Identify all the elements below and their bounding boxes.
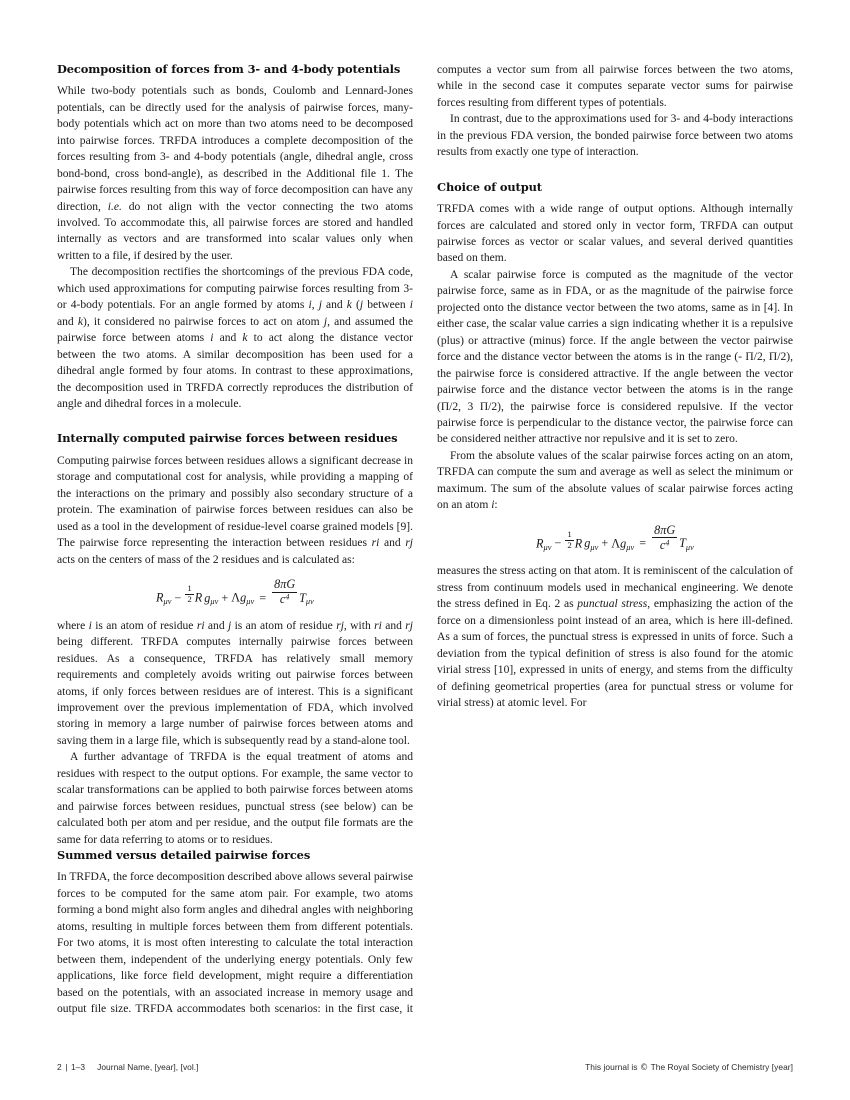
two-column-body [57,62,793,1022]
text-run: , with [343,619,375,632]
eq-operator-minus: − [174,590,182,605]
italic-var-j: j [227,619,232,632]
eq-subscript-munu: μν [163,597,172,607]
eq-frac-denominator: 2 [567,540,572,551]
equation-einstein-field-2 [536,524,694,552]
eq-symbol-lambda: Λ [231,590,241,605]
italic-var-k: k [346,299,352,312]
text-run: between [363,299,410,312]
section-heading-choice-of-output: Choice of output [437,179,542,194]
text-run: to act along the distance vector between the two atoms. A similar decomposition has been used for a dihedral angle formed by four atoms. In contrast to these approximations, the decomposition used in TRFDA correctly reproduces the distribution of angle and dihedral forces in a molecule. [57,332,413,410]
text-run: is an atom of residue [91,619,197,632]
eq-symbol-T: T [299,590,306,605]
text-run: being different. TRFDA computes internally pairwise forces between residues. As a consequence, TRFDA has relatively small memory requirements and completely avoids writing out pairwise forces between atoms, if only forces between residues are of interest. This is a significant improvement over the previous implementation of FDA, which involved storing in memory a large number of pairwise forces between atoms and saving them in a large file, which is subsequently read by a stand-alone tool. [57,636,413,747]
text-run: acts on the centers of mass of the 2 residues and is calculated as: [57,553,355,566]
paragraph-residues-3: A further advantage of TRFDA is the equal treatment of atoms and residues with respect to the output options. For example, the same vector to scalar transformations can be applied to both pairwise forces between atoms and pairwise forces between residues, punctual stress (see below) can be calculated both per atom and per residue, and the output file formats are the same for data referring to atoms or to residues. [57,751,413,846]
paragraph-decomposition-1 [57,83,413,264]
text-run: From the absolute values of the scalar pairwise forces acting on an atom, TRFDA can compute the sum and average as well as select the minimum or maximum. The sum of the absolute values of scalar pairwise forces acting on an atom [437,449,793,512]
paragraph-summed-1: In TRFDA, the force decomposition described above allows several pairwise forces to be computed for the same atom pair. For example, two atoms forming a bond might also form angles and dihedral angles with neighboring atoms, resulting in multiple forces between them from different potentials. For two atoms, it is most often interesting to calculate the total interaction between them, independent of the underlying energy potentials. Only few applications, like force field development, might require a differentiation based on the potentials, with an associated increase in memory usage and output file size. TRFDA accommodates both scenarios: in the first case, it computes a vector sum from all pairwise forces between the two atoms, while in the second case it computes separate vector sums for pairwise forces resulting from different types of potentials. [57,64,793,1016]
equation-block-2 [437,524,793,553]
text-run: Computing pairwise forces between residues allows a significant decrease in storage and computational cost for analysis, while providing a mapping of the interactions on the primary and possibly also secondary structure of a protein. The examination of pairwise forces between residues can also be used as a tool in the development of residue-level coarse grained models [9]. The pairwise force representing the interaction between residues [57,454,413,550]
text-run: , [311,299,319,312]
eq-subscript-munu: μν [246,597,255,607]
eq-fraction-8piG-c4 [652,524,677,552]
eq-operator-equals: = [639,536,647,551]
italic-var-j: j [359,299,364,312]
footer-separator: | [65,1062,68,1072]
italic-var-i: i [491,499,495,512]
eq-symbol-g: g [584,536,591,551]
italic-var-rj: rj [336,619,344,632]
italic-var-k: k [77,315,83,328]
eq-symbol-g: g [240,590,247,605]
paragraph-residues-1 [57,453,413,568]
eq-subscript-munu: μν [210,597,219,607]
text-run: and [204,619,228,632]
italic-var-ri: ri [196,619,205,632]
italic-var-j: j [318,299,322,312]
italic-var-i: i [210,332,214,345]
footer-journal-citation: Journal Name, [year], [vol.] [97,1062,199,1072]
text-run: and [213,332,243,345]
text-run: and [321,299,347,312]
footer-page-range: 1–3 [70,1062,86,1072]
copyright-icon: © [639,1062,649,1072]
equation-block-1 [57,578,413,607]
footer-copyright-prefix: This journal is [585,1062,638,1072]
eq-subscript-munu: μν [305,597,314,607]
italic-var-rj: rj [405,619,413,632]
eq-frac-denominator [272,592,297,607]
paragraph-decomposition-2 [57,264,413,412]
text-run: The decomposition rectifies the shortcomings of the previous FDA code, which used approximations for computing pairwise forces resulting from 3- or 4-body potentials. For an angle formed by atoms [57,266,413,312]
eq-fraction-one-half [185,584,193,605]
eq-frac-numerator: 8πG [274,577,296,592]
italic-var-i: i [308,299,312,312]
equation-einstein-field-1 [156,578,314,606]
eq-symbol-lambda: Λ [611,536,621,551]
eq-frac-numerator: 1 [187,582,192,593]
eq-operator-plus: + [221,590,229,605]
text-run: measures the stress acting on that atom. It is reminiscent of the calculation of stress from continuum models used in mechanical engineering. We denote the stress defined in Eq. 2 as [437,565,793,611]
text-run: While two-body potentials such as bonds, Coulomb and Lennard-Jones potentials, can be directly used for the analysis of pairwise forces, many-body potentials which act on more than two atoms need to be decomposed into pairwise forces. TRFDA introduces a complete decomposition of the forces resulting from 3- and 4-body potentials (angle, dihedral angle, cross bond-bond, cross bond-angle), as described in the Additional file 1. The pairwise forces resulting from this way of force decomposition can have any direction, [57,85,413,213]
text-run: ), it considered no pairwise forces to act on atom [83,315,324,328]
section-heading-summed-versus-detailed: Summed versus detailed pairwise forces [57,848,311,863]
footer-copyright-holder: The Royal Society of Chemistry [year] [650,1062,793,1072]
eq-frac-numerator: 8πG [654,522,676,537]
italic-var-ri: ri [374,619,382,632]
text-run: ( [351,299,360,312]
paragraph-output-2: A scalar pairwise force is computed as the magnitude of the vector pairwise force, same as in FDA, or as the magnitude of the pairwise force projected onto the distance vector between the two atoms, same as in [4]. In either case, the scalar value carries a sign indicating whether it is a repulsive (plus) or attractive (minus) force. If the angle between the vector pairwise force and the distance vector between the atoms is in the range (- Π/2, Π/2), the pairwise force is considered attractive. If the angle between the vector pairwise force and the distance vector between the atoms is in the range (Π/2, 3 Π/2), the pairwise force is considered repulsive. If the vector pairwise force is perpendicular to the distance vector, the pairwise force can be considered neither attractive nor repulsive and it is set to zero. [437,268,793,446]
text-run: and [381,619,406,632]
page-footer [57,1062,793,1072]
eq-operator-plus: + [601,536,609,551]
italic-var-i: i [88,619,92,632]
italic-var-i: i [409,299,414,312]
eq-symbol-g: g [204,590,211,605]
eq-symbol-c: c [659,537,666,552]
paragraph-output-1: TRFDA comes with a wide range of output options. Although internally forces are calculated and stored only in vector form, TRFDA can output pairwise forces as vector or scalar values, and several derived quantities based on them. [437,203,793,265]
eq-operator-equals: = [259,590,267,605]
eq-subscript-munu: μν [626,542,635,552]
paragraph-output-3 [437,448,793,514]
footer-right [585,1062,793,1072]
eq-frac-denominator: 2 [187,594,192,605]
text-run: : [494,499,498,512]
text-run: and [379,537,406,550]
paragraph-summed-2: In contrast, due to the approximations used for 3- and 4-body interactions in the previous FDA version, the bonded pairwise force between two atoms results from exactly one type of interaction. [437,113,793,159]
eq-symbol-R: R [536,536,544,551]
paragraph-output-4 [437,563,793,711]
eq-symbol-c: c [279,592,286,607]
eq-operator-minus: − [554,536,562,551]
italic-var-rj: rj [405,537,414,550]
eq-fraction-8piG-c4 [272,578,297,606]
eq-symbol-R2: R [574,536,583,551]
eq-symbol-g: g [620,536,627,551]
italic-punctual-stress: punctual stress [577,598,648,611]
eq-exponent-4: 4 [665,538,670,548]
text-run: where [57,619,89,632]
paragraph-residues-2 [57,618,413,750]
italic-var-ri: ri [371,537,380,550]
text-run: , emphasizing the action of the force on a dimensionless point instead of an area, which is here ill-defined. As a sum of forces, the punctual stress is expressed in units of force. Such a deviation from the typical definition of stress is also found for the atomic virial stress [10], expressed in units of energy, and stems from the difficulty of defining geometrical properties (area for punctual stress or volume for virial stress) at atomic level. For [437,598,793,710]
text-run: and [57,315,78,328]
eq-exponent-4: 4 [285,592,290,602]
eq-subscript-munu: μν [543,542,552,552]
section-heading-internally-computed: Internally computed pairwise forces between residues [57,431,398,446]
italic-var-k: k [242,332,248,345]
eq-frac-numerator: 1 [567,528,572,539]
eq-symbol-R2: R [194,590,203,605]
text-run: , and assumed the pairwise force between atoms [57,315,414,345]
text-run: is an atom of residue [231,619,337,632]
italic-var-j: j [323,315,328,328]
footer-left [57,1062,199,1072]
section-heading-decomposition: Decomposition of forces from 3- and 4-body potentials [57,62,401,76]
italic-ie: i.e. [107,200,122,213]
eq-subscript-munu: μν [685,542,694,552]
footer-page-number: 2 [57,1062,62,1072]
eq-subscript-munu: μν [590,542,599,552]
eq-frac-denominator [652,537,677,552]
text-run: do not align with the vector connecting the two atoms involved. To accommodate this, all pairwise forces are stored and handled internally as vectors and are transformed into scalar values only when written to a file, if desired by the user. [57,200,413,262]
eq-symbol-T: T [679,536,686,551]
eq-fraction-one-half [565,530,573,551]
eq-symbol-R: R [156,590,164,605]
